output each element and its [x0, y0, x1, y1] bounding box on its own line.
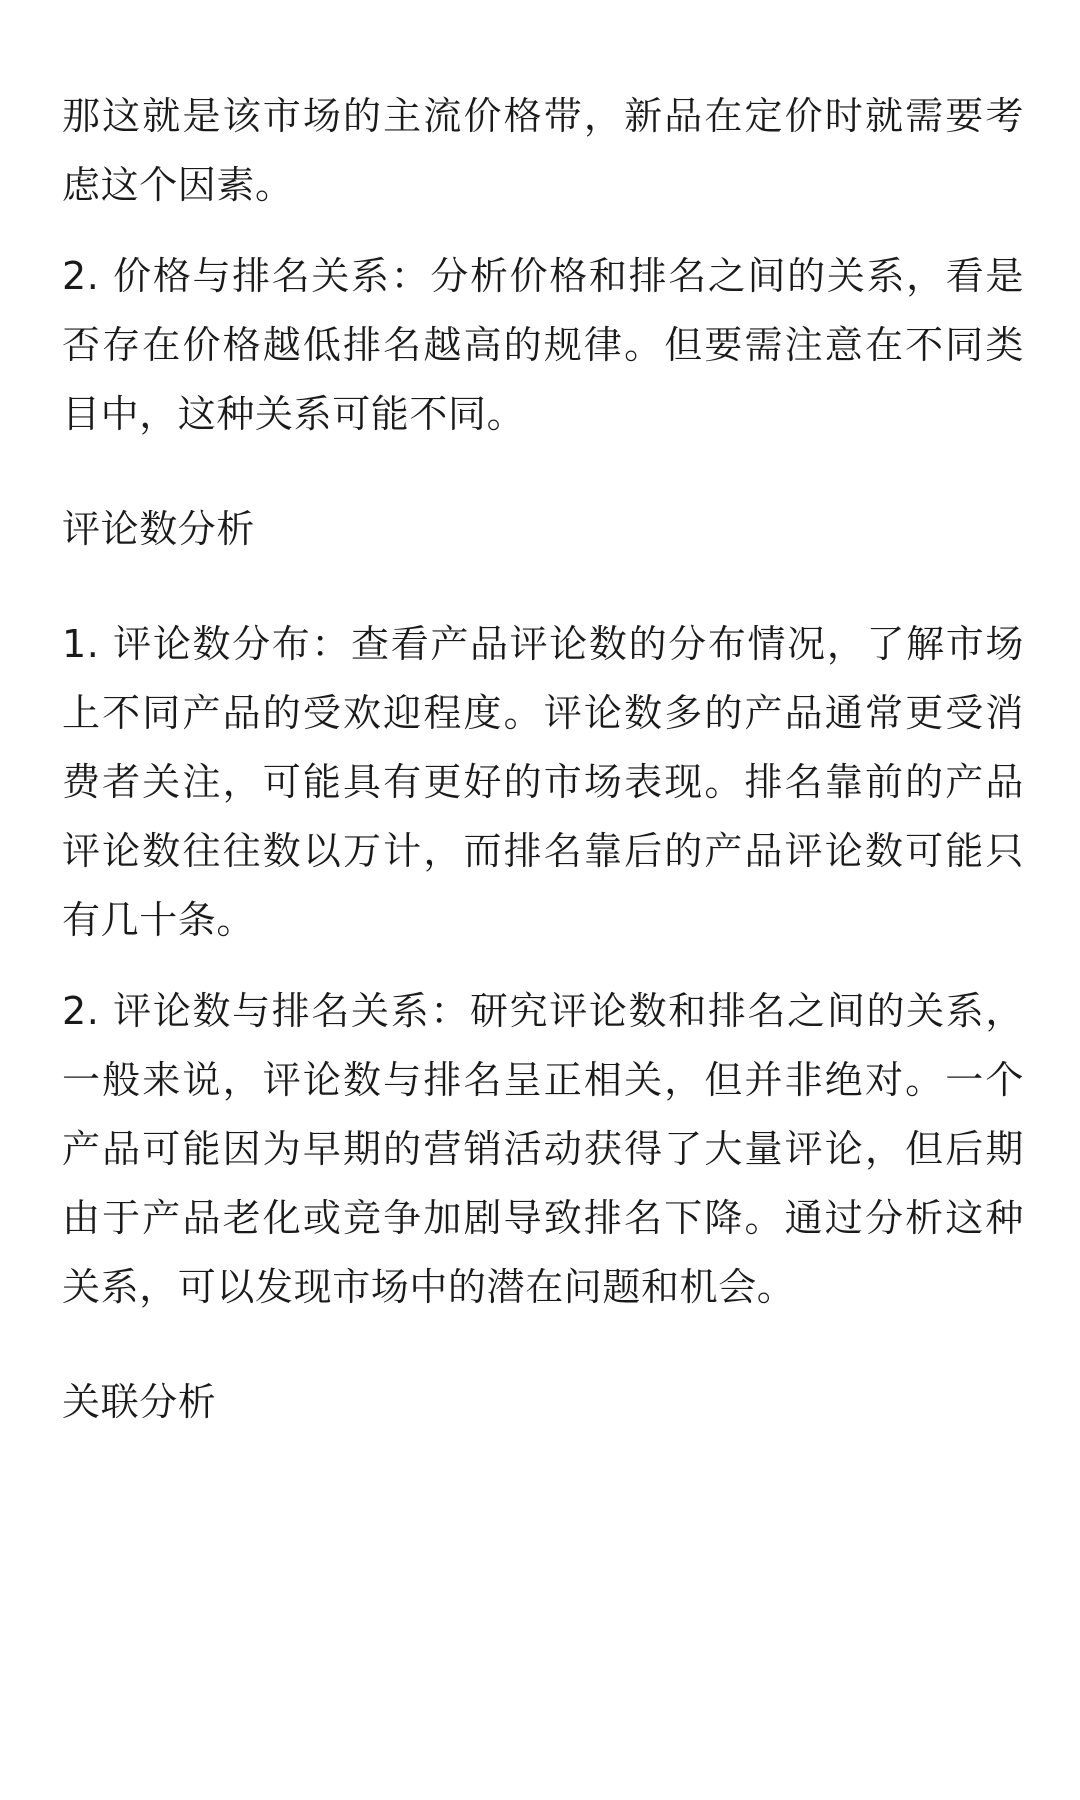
article-body [62, 82, 1024, 1437]
review-distribution-paragraph: 1. 评论数分布：查看产品评论数的分布情况，了解市场上不同产品的受欢迎程度。评论数多的产品通常更受消费者关注，可能具有更好的市场表现。排名靠前的产品评论数往往数以万计，而排名靠后的产品评论数可能只有几十条。 [62, 622, 1024, 942]
review-count-section-heading: 评论数分析 [62, 507, 256, 551]
review-rank-relation-paragraph: 2. 评论数与排名关系：研究评论数和排名之间的关系，一般来说，评论数与排名呈正相关，但并非绝对。一个产品可能因为早期的营销活动获得了大量评论，但后期由于产品老化或竞争加剧导致排名下降。通过分析这种关系，可以发现市场中的潜在问题和机会。 [62, 989, 1024, 1309]
association-section-heading: 关联分析 [62, 1380, 217, 1424]
price-rank-relation-paragraph: 2. 价格与排名关系：分析价格和排名之间的关系，看是否存在价格越低排名越高的规律。但要需注意在不同类目中，这种关系可能不同。 [62, 254, 1024, 436]
intro-continuation-paragraph: 那这就是该市场的主流价格带，新品在定价时就需要考虑这个因素。 [62, 94, 1024, 207]
